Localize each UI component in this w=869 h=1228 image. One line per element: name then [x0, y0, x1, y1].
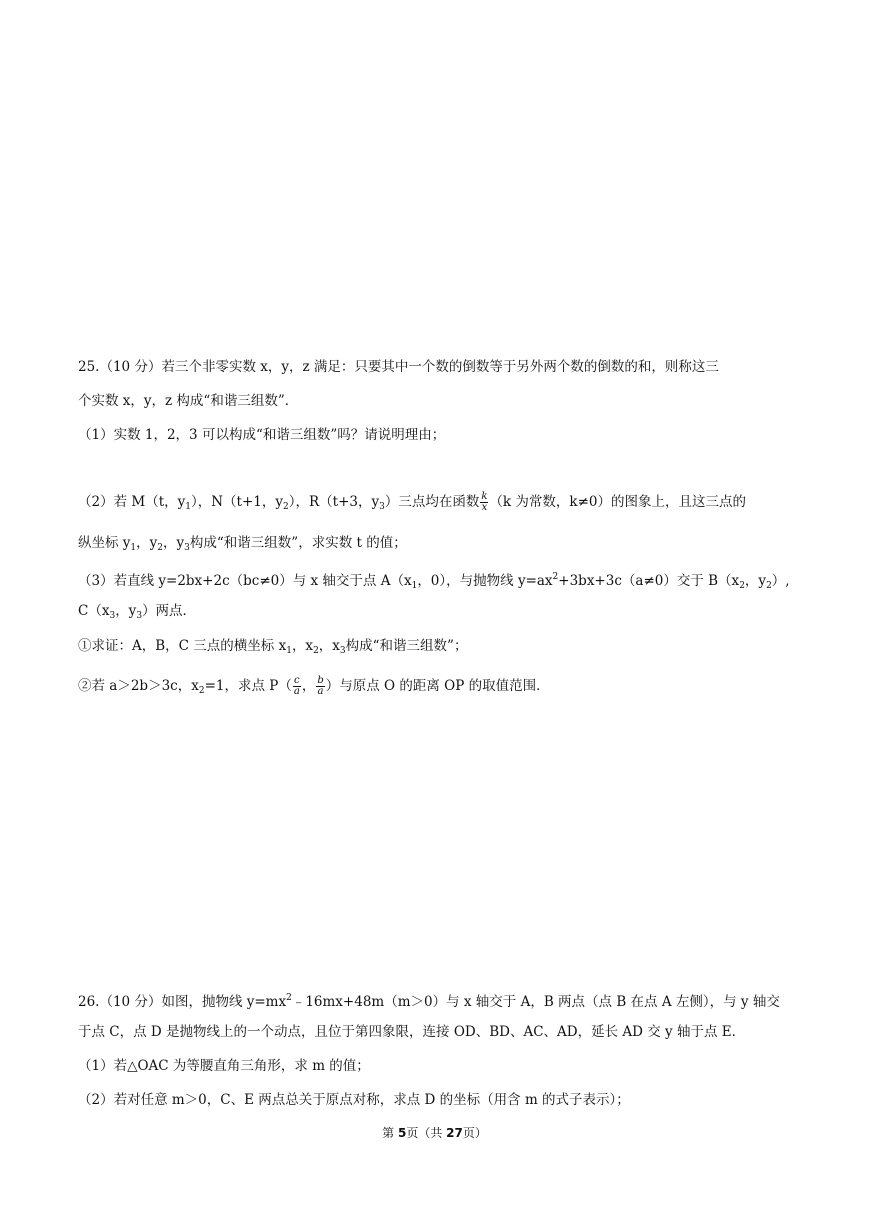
q26-line-1: 26.（10 分）如图，抛物线 $y=mx^2﹣16mx+48m(m>0)$与 x 轴交于 A，B 两点（点 B 在点 A 左侧），与 y 轴交 — [78, 993, 780, 1010]
q25-part-3: （3）若直线 y=2bx+2c（bc≠0）与 x 轴交于点 $A(x_1$，0），与抛物线 $y=ax^2+3bx+3c(a\ne 0)$交于 $B(x_2$，$y_2$）, — [78, 572, 790, 591]
q26-line-2: 于点 C，点 D 是抛物线上的一个动点，且位于第四象限，连接 OD、BD、AC、AD，延长 AD 交 y 轴于点 E． — [78, 1024, 746, 1040]
page-number: 5 — [397, 1126, 407, 1140]
q25-line-1: 25.（10 分）若三个非零实数 x，y，z 满足：只要其中一个数的倒数等于另外两个数的倒数的和，则称这三 — [78, 359, 719, 375]
q26-part-1: （1）若△OAC 为等腰直角三角形，求 m 的值； — [78, 1058, 370, 1074]
q25-part-3-ii: ②若 a＞2b＞3c，$x_2=1$，求点 P（ $\frac{c}{a}$ ， $\frac{b}{a}$ ）与原点 O 的距离 OP 的取值范围． — [78, 675, 550, 697]
fraction-c-over-a: $\frac{c}{a}$ — [293, 675, 300, 697]
q25-part-3-i: ①求证：A，B，C 三点的横坐标 $x_1$，$x_2$，$x_3$构成“和谐三组数”； — [78, 638, 468, 656]
q25-line-2: 个实数 x，y，z 构成“和谐三组数”． — [78, 393, 299, 409]
q25-part-3-cont: $C(x_3$，$y_3$）两点． — [78, 603, 197, 621]
q26-part-2: （2）若对任意 m＞0，C、E 两点总关于原点对称，求点 D 的坐标（用含 m 的式子表示）； — [78, 1092, 630, 1108]
q25-part-2-cont: 纵坐标 $y_1$，$y_2$，$y_3$构成“和谐三组数”，求实数 t 的值； — [78, 535, 407, 553]
fraction-k-over-x: $\frac{k}{x}$ — [481, 491, 488, 513]
fraction-b-over-a: $\frac{b}{a}$ — [317, 675, 324, 697]
q25-part-2: （2）若 M（t，$y_1$），N（t+1，$y_2$），R（t+3，$y_3$）三点均在函数 $\frac{k}{x}$ （k 为常数，k≠0）的图象上，且这三点的 — [78, 491, 746, 513]
total-pages: 27 — [446, 1126, 463, 1140]
q25-part-1: （1）实数 1，2，3 可以构成“和谐三组数”吗？请说明理由； — [78, 427, 446, 443]
page-footer: 第 5页（共 27页） — [382, 1126, 487, 1140]
